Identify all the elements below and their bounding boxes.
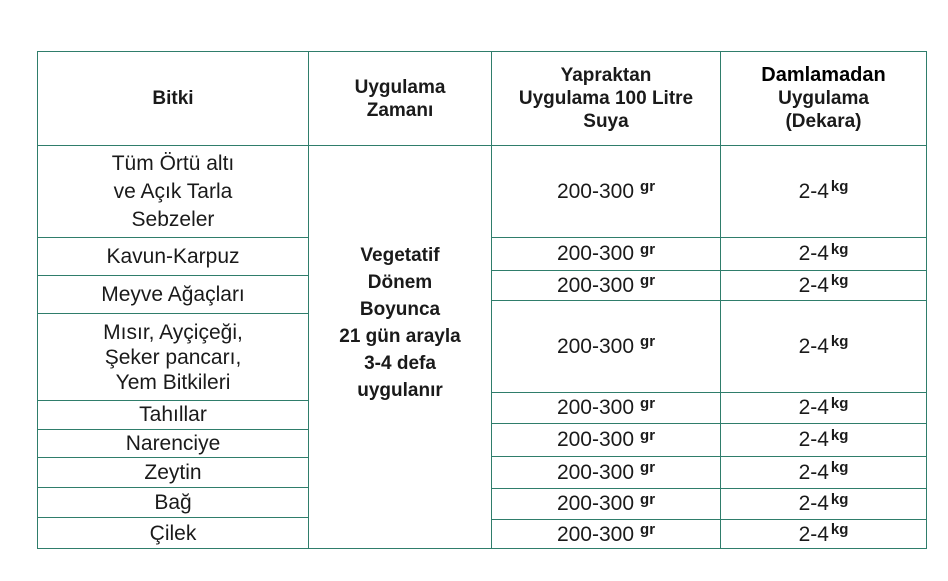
plant-cell: Bağ xyxy=(154,490,192,514)
drip-dose-cell: 2-4 kg xyxy=(798,490,849,515)
timing-cell: Vegetatif Dönem Boyunca 21 gün arayla 3-4 defa uygulanır xyxy=(339,244,461,401)
plant-cell: Narenciye xyxy=(125,431,221,455)
plant-cell: Kavun-Karpuz xyxy=(106,244,240,268)
dosage-table xyxy=(37,51,927,549)
foliar-dose-cell: 200-300 gr xyxy=(556,178,656,203)
plant-cell: Zeytin xyxy=(144,460,202,484)
drip-dose-cell: 2-4 kg xyxy=(798,240,849,265)
plant-cell: Çilek xyxy=(149,521,197,545)
drip-dose-cell: 2-4 kg xyxy=(798,521,849,546)
header-plant: Bitki xyxy=(152,88,194,109)
foliar-dose-cell: 200-300 gr xyxy=(556,426,656,451)
foliar-dose-cell: 200-300 gr xyxy=(556,459,656,484)
plant-cell: Tüm Örtü altı ve Açık Tarla Sebzeler xyxy=(111,151,235,231)
drip-dose-cell: 2-4 kg xyxy=(798,272,849,297)
foliar-dose-cell: 200-300 gr xyxy=(556,490,656,515)
header-drip: Damlamadan Uygulama (Dekara) xyxy=(761,64,886,132)
drip-dose-cell: 2-4 kg xyxy=(798,459,849,484)
foliar-dose-cell: 200-300 gr xyxy=(556,521,656,546)
drip-dose-cell: 2-4 kg xyxy=(798,333,849,358)
plant-cell: Tahıllar xyxy=(139,403,207,426)
drip-dose-cell: 2-4 kg xyxy=(798,394,849,419)
foliar-dose-cell: 200-300 gr xyxy=(556,240,656,265)
foliar-dose-cell: 200-300 gr xyxy=(556,333,656,358)
drip-dose-cell: 2-4 kg xyxy=(798,426,849,451)
header-timing: Uygulama Zamanı xyxy=(354,76,446,121)
header-foliar: Yapraktan Uygulama 100 Litre Suya xyxy=(518,65,694,132)
foliar-dose-cell: 200-300 gr xyxy=(556,394,656,419)
drip-dose-cell: 2-4 kg xyxy=(798,178,849,203)
foliar-dose-cell: 200-300 gr xyxy=(556,272,656,297)
plant-cell: Meyve Ağaçları xyxy=(101,282,245,306)
plant-cell: Mısır, Ayçiçeği, Şeker pancarı, Yem Bitkileri xyxy=(103,320,243,394)
